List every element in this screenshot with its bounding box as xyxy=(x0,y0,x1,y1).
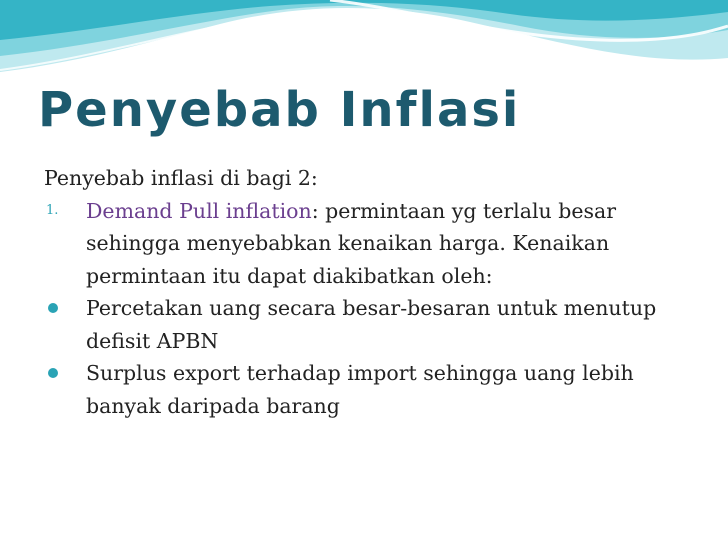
numbered-item-text: : permintaan yg terlalu besar sehingga menyebabkan kenaikan harga. Kenaikan permintaan itu dapat diakibatkan oleh: xyxy=(86,198,617,288)
bullet-dot-icon xyxy=(48,368,58,378)
slide-body xyxy=(44,162,684,422)
highlighted-term: Demand Pull inflation xyxy=(86,198,312,223)
item-number: 1. xyxy=(46,202,59,218)
bullet-item xyxy=(44,292,684,357)
bullet-dot-icon xyxy=(48,303,58,313)
bullet-text: Surplus export terhadap import sehingga uang lebih banyak daripada barang xyxy=(86,361,634,418)
numbered-item xyxy=(44,195,684,293)
bullet-item xyxy=(44,357,684,422)
intro-text: Penyebab inflasi di bagi 2: xyxy=(44,166,318,190)
bullet-text: Percetakan uang secara besar-besaran untuk menutup defisit APBN xyxy=(86,296,657,353)
slide-title: Penyebab Inflasi xyxy=(38,82,521,138)
